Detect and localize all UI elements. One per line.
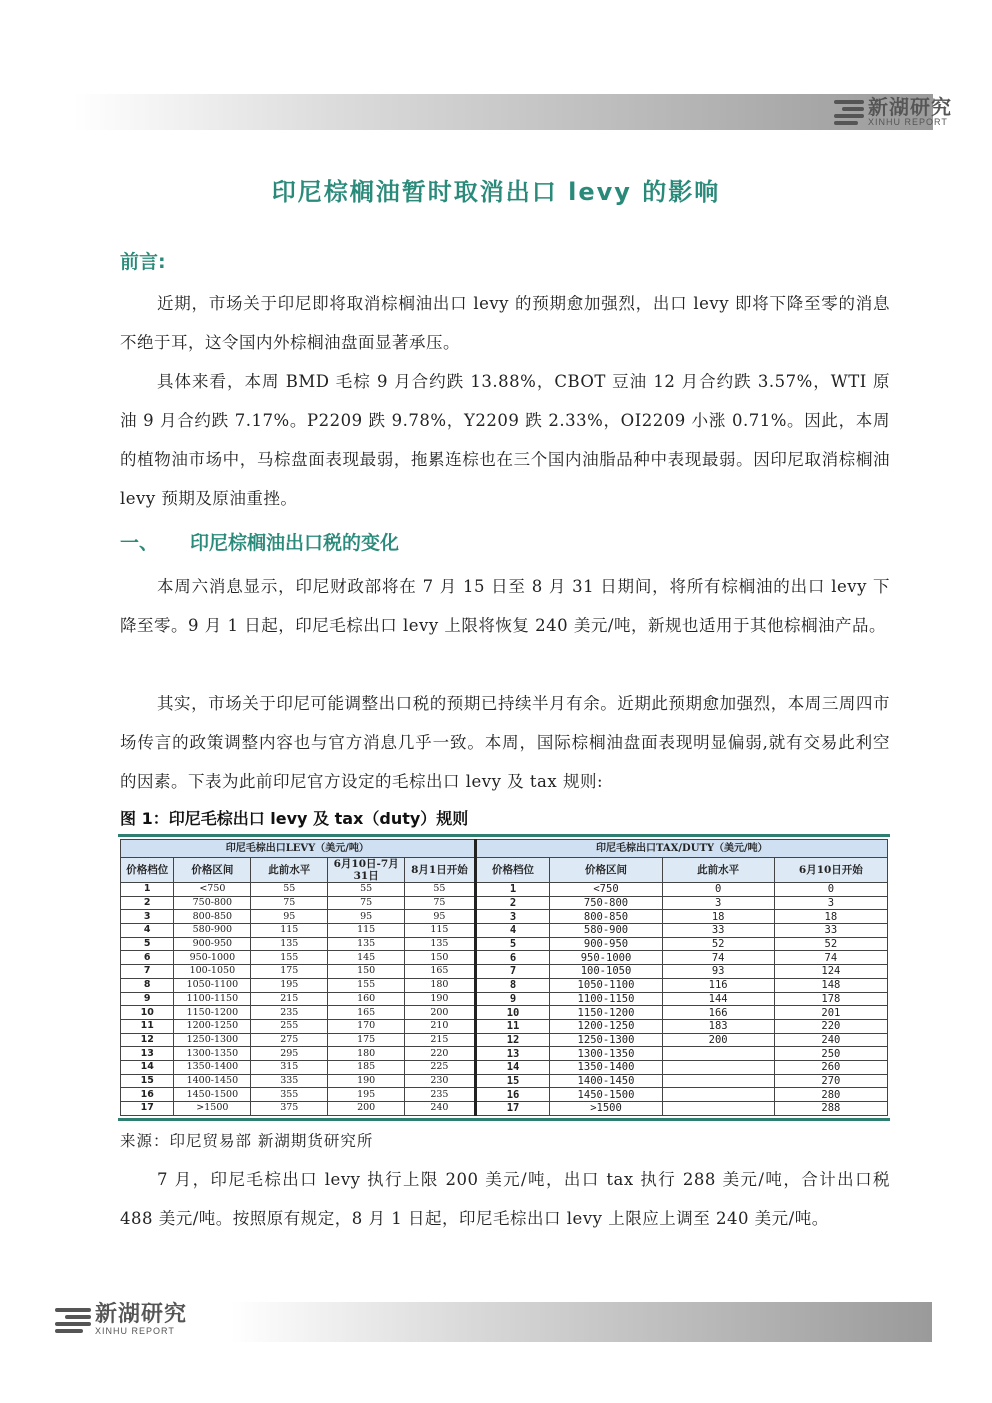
table-cell: 1050-1100 — [174, 978, 251, 992]
table-cell: 95 — [328, 910, 405, 924]
table-cell: 100-1050 — [550, 965, 662, 979]
table-cell: 6 — [475, 951, 550, 965]
table-cell: 1300-1350 — [550, 1047, 662, 1061]
table-cell: 1200-1250 — [550, 1019, 662, 1033]
table-cell: 800-850 — [550, 910, 662, 924]
table-cell: 375 — [251, 1102, 328, 1116]
table-cell: 1400-1450 — [550, 1074, 662, 1088]
levy-tax-grid — [120, 839, 888, 1116]
col-header: 6月10日-7月31日 — [328, 858, 405, 883]
table-cell: 255 — [251, 1019, 328, 1033]
table-cell: 288 — [774, 1102, 887, 1116]
table-cell: 240 — [405, 1102, 476, 1116]
logo-stripes-icon — [55, 1308, 91, 1333]
table-cell: 145 — [328, 951, 405, 965]
table-cell: 1100-1150 — [174, 992, 251, 1006]
table-cell: 178 — [774, 992, 887, 1006]
table-row — [121, 1060, 888, 1074]
preface-heading: 前言: — [120, 251, 166, 273]
table-cell: 800-850 — [174, 910, 251, 924]
logo-name-en: XINHU REPORT — [868, 117, 948, 127]
table-cell: 95 — [405, 910, 476, 924]
table-cell: 135 — [405, 937, 476, 951]
table-cell: 3 — [475, 910, 550, 924]
table-cell: 201 — [774, 1006, 887, 1020]
table-cell: 195 — [328, 1088, 405, 1102]
table-cell: 215 — [251, 992, 328, 1006]
table-cell: 190 — [405, 992, 476, 1006]
table-cell: 93 — [662, 965, 774, 979]
table-cell: 166 — [662, 1006, 774, 1020]
table-cell: 18 — [774, 910, 887, 924]
table-cell: 1150-1200 — [174, 1006, 251, 1020]
table-cell: 165 — [328, 1006, 405, 1020]
col-header: 价格区间 — [550, 858, 662, 883]
table-cell: 1100-1150 — [550, 992, 662, 1006]
col-header: 价格区间 — [174, 858, 251, 883]
table-cell: 3 — [662, 896, 774, 910]
table-row — [121, 1033, 888, 1047]
table-cell: 315 — [251, 1060, 328, 1074]
table-cell: 52 — [662, 937, 774, 951]
table-cell: 4 — [475, 924, 550, 938]
table-cell: 160 — [328, 992, 405, 1006]
table-cell: 124 — [774, 965, 887, 979]
table-row — [121, 937, 888, 951]
table-row — [121, 1047, 888, 1061]
table-cell: 135 — [328, 937, 405, 951]
table-cell: 115 — [251, 924, 328, 938]
table-cell: 16 — [121, 1088, 174, 1102]
table-cell: 1400-1450 — [174, 1074, 251, 1088]
logo-stripes-icon — [834, 100, 864, 125]
table-cell: 900-950 — [174, 937, 251, 951]
table-cell: 8 — [475, 978, 550, 992]
table-cell: 115 — [405, 924, 476, 938]
table-cell — [662, 1047, 774, 1061]
preface-paragraph-1: 近期，市场关于印尼即将取消棕榈油出口 levy 的预期愈加强烈，出口 levy 即将下降至零的消息不绝于耳，这令国内外棕榈油盘面显著承压。 — [120, 294, 890, 352]
table-cell: 55 — [405, 883, 476, 897]
table-cell: 155 — [328, 978, 405, 992]
table-row — [121, 1074, 888, 1088]
table-cell: 8 — [121, 978, 174, 992]
table-cell: 180 — [328, 1047, 405, 1061]
table-cell: 183 — [662, 1019, 774, 1033]
table-cell: 1150-1200 — [550, 1006, 662, 1020]
col-header: 8月1日开始 — [405, 858, 476, 883]
logo-name-en: XINHU REPORT — [95, 1326, 175, 1336]
table-cell: 12 — [475, 1033, 550, 1047]
table-cell: 100-1050 — [174, 965, 251, 979]
table-cell: 210 — [405, 1019, 476, 1033]
table-cell: 295 — [251, 1047, 328, 1061]
table-cell: 580-900 — [174, 924, 251, 938]
table-cell: 1450-1500 — [174, 1088, 251, 1102]
preface-paragraph-2: 具体来看，本周 BMD 毛棕 9 月合约跌 13.88%，CBOT 豆油 12 月合约跌 3.57%，WTI 原油 9 月合约跌 7.17%。P2209 跌 9.78%，Y2209 跌 2.33%，OI2209 小涨 0.71%。因此，本周的植物油市场中，马棕盘面表现最弱，拖累连棕也在三个国内油脂品种中表现最弱。因印尼取消棕榈油 levy 预期及原油重挫。 — [120, 372, 890, 508]
table-cell: 95 — [251, 910, 328, 924]
table-cell: 335 — [251, 1074, 328, 1088]
footer-logo — [55, 1304, 187, 1336]
table-column-header-row — [121, 858, 888, 883]
table-cell: 270 — [774, 1074, 887, 1088]
table-cell: 13 — [121, 1047, 174, 1061]
table-cell: 1350-1400 — [174, 1060, 251, 1074]
table-cell: 14 — [475, 1060, 550, 1074]
table-cell: 200 — [405, 1006, 476, 1020]
table-cell: 950-1000 — [174, 951, 251, 965]
table-cell: 220 — [405, 1047, 476, 1061]
table-top-rule — [118, 834, 890, 837]
table-cell: 1300-1350 — [174, 1047, 251, 1061]
col-header: 价格档位 — [121, 858, 174, 883]
table-cell: 3 — [121, 910, 174, 924]
logo-name-cn: 新湖研究 — [868, 95, 952, 119]
table-cell: >1500 — [174, 1102, 251, 1116]
page-title: 印尼棕榈油暂时取消出口 levy 的影响 — [271, 178, 721, 206]
table-row — [121, 951, 888, 965]
table-cell: >1500 — [550, 1102, 662, 1116]
table-cell: <750 — [174, 883, 251, 897]
figure-source: 来源：印尼贸易部 新湖期货研究所 — [120, 1132, 374, 1150]
table-cell: 0 — [662, 883, 774, 897]
table-cell: 215 — [405, 1033, 476, 1047]
table-cell: 55 — [328, 883, 405, 897]
table-cell: 225 — [405, 1060, 476, 1074]
table-cell: 13 — [475, 1047, 550, 1061]
table-cell: 275 — [251, 1033, 328, 1047]
table-cell: 170 — [328, 1019, 405, 1033]
table-cell: 74 — [662, 951, 774, 965]
table-cell: 2 — [475, 896, 550, 910]
figure-caption: 图 1：印尼毛棕出口 levy 及 tax（duty）规则 — [120, 809, 469, 828]
table-cell — [662, 1088, 774, 1102]
table-cell: 135 — [251, 937, 328, 951]
table-cell: 75 — [251, 896, 328, 910]
table-row — [121, 965, 888, 979]
table-cell: 12 — [121, 1033, 174, 1047]
table-row — [121, 992, 888, 1006]
table-cell: 75 — [405, 896, 476, 910]
table-cell: 280 — [774, 1088, 887, 1102]
tax-group-header: 印尼毛棕出口TAX/DUTY（美元/吨） — [475, 840, 887, 858]
table-cell: 260 — [774, 1060, 887, 1074]
table-cell: 52 — [774, 937, 887, 951]
table-row — [121, 924, 888, 938]
footer-band — [230, 1302, 932, 1342]
table-cell: 220 — [774, 1019, 887, 1033]
table-body — [121, 883, 888, 1116]
section-1-paragraph-2: 其实，市场关于印尼可能调整出口税的预期已持续半月有余。近期此预期愈加强烈，本周三周四市场传言的政策调整内容也与官方消息几乎一致。本周，国际棕榈油盘面表现明显偏弱,就有交易此利空的因素。下表为此前印尼官方设定的毛棕出口 levy 及 tax 规则: — [120, 694, 890, 791]
table-cell: 5 — [121, 937, 174, 951]
table-cell: 9 — [121, 992, 174, 1006]
table-cell: 15 — [121, 1074, 174, 1088]
table-cell: 116 — [662, 978, 774, 992]
table-cell: 1 — [475, 883, 550, 897]
table-cell: 1250-1300 — [550, 1033, 662, 1047]
table-cell — [662, 1074, 774, 1088]
col-header: 价格档位 — [475, 858, 550, 883]
table-cell: 115 — [328, 924, 405, 938]
table-cell: 230 — [405, 1074, 476, 1088]
table-cell: 16 — [475, 1088, 550, 1102]
col-header: 此前水平 — [251, 858, 328, 883]
table-cell: 165 — [405, 965, 476, 979]
table-cell: 33 — [662, 924, 774, 938]
table-cell: 75 — [328, 896, 405, 910]
section-1-paragraph-1: 本周六消息显示，印尼财政部将在 7 月 15 日至 8 月 31 日期间，将所有棕榈油的出口 levy 下降至零。9 月 1 日起，印尼毛棕出口 levy 上限将恢复 240 美元/吨，新规也适用于其他棕榈油产品。 — [120, 577, 890, 635]
table-row — [121, 1102, 888, 1116]
table-cell: 3 — [774, 896, 887, 910]
table-cell: 175 — [251, 965, 328, 979]
table-cell: 1450-1500 — [550, 1088, 662, 1102]
table-cell: 74 — [774, 951, 887, 965]
table-cell: 190 — [328, 1074, 405, 1088]
table-cell: 7 — [121, 965, 174, 979]
table-cell: 1 — [121, 883, 174, 897]
table-cell: 235 — [251, 1006, 328, 1020]
table-cell: 580-900 — [550, 924, 662, 938]
table-cell: 17 — [121, 1102, 174, 1116]
table-cell: 6 — [121, 951, 174, 965]
table-row — [121, 896, 888, 910]
table-cell: 155 — [251, 951, 328, 965]
table-cell: 2 — [121, 896, 174, 910]
table-cell: 750-800 — [550, 896, 662, 910]
table-cell: 0 — [774, 883, 887, 897]
table-cell: 55 — [251, 883, 328, 897]
table-cell: 14 — [121, 1060, 174, 1074]
table-cell: 900-950 — [550, 937, 662, 951]
table-cell: 144 — [662, 992, 774, 1006]
table-cell: 240 — [774, 1033, 887, 1047]
col-header: 6月10日开始 — [774, 858, 887, 883]
table-cell — [662, 1060, 774, 1074]
table-cell: 235 — [405, 1088, 476, 1102]
table-row — [121, 1019, 888, 1033]
table-cell: 1250-1300 — [174, 1033, 251, 1047]
table-cell: 11 — [121, 1019, 174, 1033]
table-cell: 180 — [405, 978, 476, 992]
section-number: 一、 — [120, 532, 159, 554]
section-1-paragraph-3: 7 月，印尼毛棕出口 levy 执行上限 200 美元/吨，出口 tax 执行 288 美元/吨，合计出口税 488 美元/吨。按照原有规定，8 月 1 日起，印尼毛棕出口 levy 上限应上调至 240 美元/吨。 — [120, 1170, 890, 1228]
table-cell: 195 — [251, 978, 328, 992]
table-cell: 185 — [328, 1060, 405, 1074]
table-cell: 950-1000 — [550, 951, 662, 965]
table-cell: 200 — [662, 1033, 774, 1047]
table-cell: 18 — [662, 910, 774, 924]
table-cell: 175 — [328, 1033, 405, 1047]
table-cell: 33 — [774, 924, 887, 938]
table-cell: 200 — [328, 1102, 405, 1116]
col-header: 此前水平 — [662, 858, 774, 883]
table-cell: 4 — [121, 924, 174, 938]
header-band — [73, 94, 933, 130]
table-cell: 9 — [475, 992, 550, 1006]
table-cell: 10 — [121, 1006, 174, 1020]
table-row — [121, 883, 888, 897]
table-row — [121, 978, 888, 992]
table-cell: 250 — [774, 1047, 887, 1061]
table-row — [121, 1088, 888, 1102]
section-title: 印尼棕榈油出口税的变化 — [190, 532, 400, 554]
levy-group-header: 印尼毛棕出口LEVY（美元/吨） — [121, 840, 476, 858]
table-cell: 15 — [475, 1074, 550, 1088]
table-cell: 1050-1100 — [550, 978, 662, 992]
table-cell: 750-800 — [174, 896, 251, 910]
section-1-heading — [120, 528, 399, 555]
table-cell: <750 — [550, 883, 662, 897]
table-cell: 10 — [475, 1006, 550, 1020]
table-cell: 17 — [475, 1102, 550, 1116]
table-cell: 5 — [475, 937, 550, 951]
table-group-header-row — [121, 840, 888, 858]
table-cell — [662, 1102, 774, 1116]
table-cell: 1350-1400 — [550, 1060, 662, 1074]
logo-name-cn: 新湖研究 — [95, 1302, 188, 1327]
table-cell: 148 — [774, 978, 887, 992]
table-cell: 11 — [475, 1019, 550, 1033]
table-bottom-rule — [118, 1118, 890, 1121]
table-cell: 355 — [251, 1088, 328, 1102]
table-cell: 150 — [328, 965, 405, 979]
table-row — [121, 910, 888, 924]
table-cell: 7 — [475, 965, 550, 979]
levy-tax-table — [118, 834, 890, 1121]
header-logo — [834, 97, 952, 127]
table-row — [121, 1006, 888, 1020]
table-cell: 1200-1250 — [174, 1019, 251, 1033]
table-cell: 150 — [405, 951, 476, 965]
